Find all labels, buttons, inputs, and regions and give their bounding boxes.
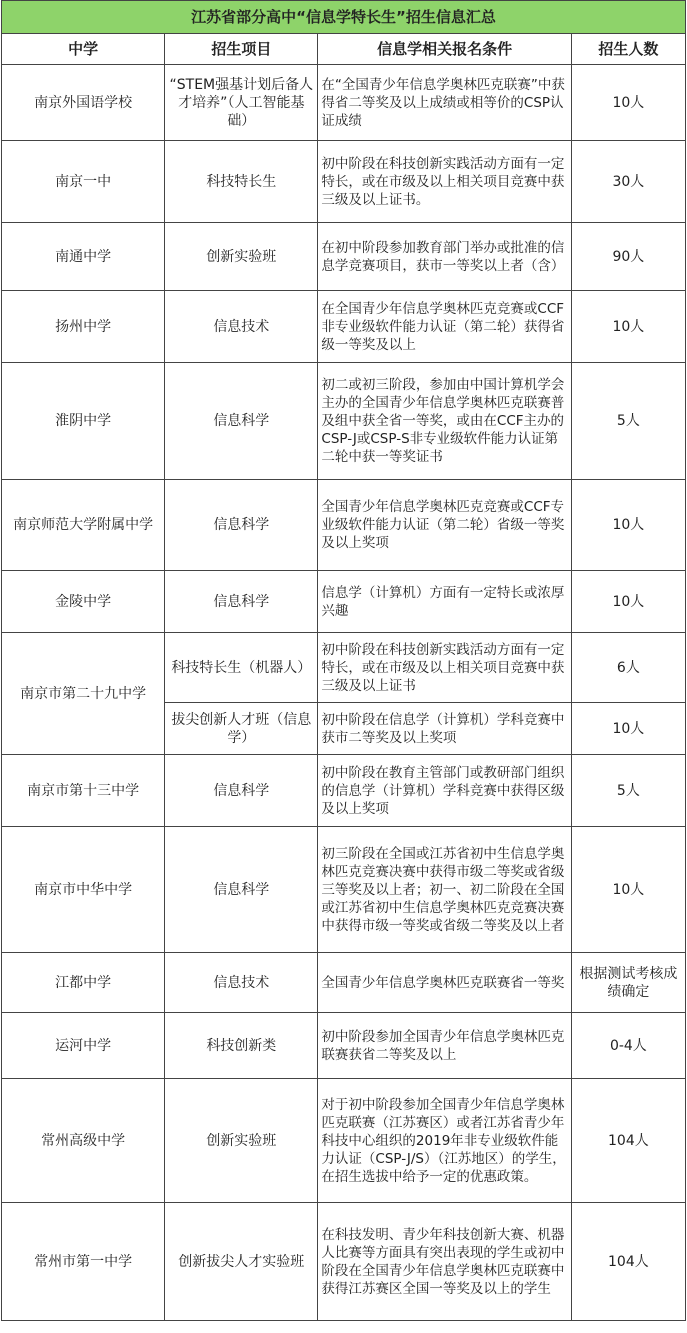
table-row bbox=[2, 141, 686, 223]
condition-cell: 初三阶段在全国或江苏省初中生信息学奥林匹克竞赛决赛中获得市级二等奖或省级三等奖及以上者；初一、初二阶段在全国或江苏省初中生信息学奥林匹克竞赛决赛中获得市级一等奖或省级二等奖及以上者 bbox=[318, 827, 571, 953]
project-cell: 科技特长生 bbox=[165, 141, 318, 223]
table-row bbox=[2, 1013, 686, 1079]
count-cell: 10人 bbox=[571, 703, 685, 755]
table-row bbox=[2, 755, 686, 827]
count-cell: 10人 bbox=[571, 571, 685, 633]
school-cell: 常州市第一中学 bbox=[2, 1203, 165, 1321]
project-cell: 信息科学 bbox=[165, 827, 318, 953]
school-cell: 南通中学 bbox=[2, 223, 165, 291]
count-cell: 10人 bbox=[571, 291, 685, 363]
project-cell: 信息技术 bbox=[165, 291, 318, 363]
condition-cell: 初中阶段在科技创新实践活动方面有一定特长，或在市级及以上相关项目竞赛中获三级及以上证书 bbox=[318, 633, 571, 703]
project-cell: 信息科学 bbox=[165, 363, 318, 480]
school-cell: 南京一中 bbox=[2, 141, 165, 223]
table-row bbox=[2, 480, 686, 571]
count-cell: 6人 bbox=[571, 633, 685, 703]
table-row bbox=[2, 65, 686, 141]
school-cell: 金陵中学 bbox=[2, 571, 165, 633]
count-cell: 104人 bbox=[571, 1203, 685, 1321]
school-cell: 运河中学 bbox=[2, 1013, 165, 1079]
condition-cell: 全国青少年信息学奥林匹克竞赛或CCF专业级软件能力认证（第二轮）省级一等奖及以上奖项 bbox=[318, 480, 571, 571]
table-title: 江苏省部分高中“信息学特长生”招生信息汇总 bbox=[2, 1, 686, 34]
condition-cell: 初中阶段在科技创新实践活动方面有一定特长，或在市级及以上相关项目竞赛中获三级及以上证书。 bbox=[318, 141, 571, 223]
table-row bbox=[2, 571, 686, 633]
admission-table bbox=[1, 0, 686, 1321]
table-row bbox=[2, 1203, 686, 1321]
condition-cell: 初中阶段在信息学（计算机）学科竞赛中获市二等奖及以上奖项 bbox=[318, 703, 571, 755]
school-cell: 南京市中华中学 bbox=[2, 827, 165, 953]
school-cell: 淮阴中学 bbox=[2, 363, 165, 480]
school-cell: 南京市第二十九中学 bbox=[2, 633, 165, 755]
condition-cell: 对于初中阶段参加全国青少年信息学奥林匹克联赛（江苏赛区）或者江苏省青少年科技中心组织的2019年非专业级软件能力认证（CSP-J/S）（江苏地区）的学生，在招生选拔中给予一定的优惠政策。 bbox=[318, 1079, 571, 1203]
table-row bbox=[2, 1079, 686, 1203]
condition-cell: 在“全国青少年信息学奥林匹克联赛”中获得省二等奖及以上成绩或相等价的CSP认证成绩 bbox=[318, 65, 571, 141]
header-count: 招生人数 bbox=[571, 34, 685, 65]
header-school: 中学 bbox=[2, 34, 165, 65]
condition-cell: 在全国青少年信息学奥林匹克竞赛或CCF非专业级软件能力认证（第二轮）获得省级一等奖及以上 bbox=[318, 291, 571, 363]
table-row bbox=[2, 827, 686, 953]
project-cell: “STEM强基计划后备人才培养”（人工智能基础） bbox=[165, 65, 318, 141]
table-row bbox=[2, 363, 686, 480]
project-cell: 科技创新类 bbox=[165, 1013, 318, 1079]
table-row bbox=[2, 633, 686, 703]
project-cell: 创新实验班 bbox=[165, 1079, 318, 1203]
count-cell: 5人 bbox=[571, 363, 685, 480]
condition-cell: 全国青少年信息学奥林匹克联赛省一等奖 bbox=[318, 953, 571, 1013]
school-cell: 江都中学 bbox=[2, 953, 165, 1013]
count-cell: 10人 bbox=[571, 827, 685, 953]
count-cell: 10人 bbox=[571, 65, 685, 141]
table-row bbox=[2, 223, 686, 291]
condition-cell: 初中阶段在教育主管部门或教研部门组织的信息学（计算机）学科竞赛中获得区级及以上奖项 bbox=[318, 755, 571, 827]
condition-cell: 在科技发明、青少年科技创新大赛、机器人比赛等方面具有突出表现的学生或初中阶段在全国青少年信息学奥林匹克联赛中获得江苏赛区全国一等奖及以上的学生 bbox=[318, 1203, 571, 1321]
school-cell: 南京师范大学附属中学 bbox=[2, 480, 165, 571]
condition-cell: 初二或初三阶段，参加由中国计算机学会主办的全国青少年信息学奥林匹克联赛普及组中获全省一等奖，或由在CCF主办的CSP-J或CSP-S非专业级软件能力认证第二轮中获一等奖证书 bbox=[318, 363, 571, 480]
condition-cell: 信息学（计算机）方面有一定特长或浓厚兴趣 bbox=[318, 571, 571, 633]
school-cell: 常州高级中学 bbox=[2, 1079, 165, 1203]
count-cell: 0-4人 bbox=[571, 1013, 685, 1079]
count-cell: 90人 bbox=[571, 223, 685, 291]
project-cell: 信息技术 bbox=[165, 953, 318, 1013]
project-cell: 信息科学 bbox=[165, 755, 318, 827]
school-cell: 南京外国语学校 bbox=[2, 65, 165, 141]
header-row bbox=[2, 34, 686, 65]
school-cell: 南京市第十三中学 bbox=[2, 755, 165, 827]
count-cell: 根据测试考核成绩确定 bbox=[571, 953, 685, 1013]
count-cell: 5人 bbox=[571, 755, 685, 827]
header-project: 招生项目 bbox=[165, 34, 318, 65]
school-cell: 扬州中学 bbox=[2, 291, 165, 363]
project-cell: 信息科学 bbox=[165, 480, 318, 571]
table-row bbox=[2, 953, 686, 1013]
project-cell: 拔尖创新人才班（信息学） bbox=[165, 703, 318, 755]
project-cell: 创新拔尖人才实验班 bbox=[165, 1203, 318, 1321]
table-row bbox=[2, 291, 686, 363]
count-cell: 10人 bbox=[571, 480, 685, 571]
project-cell: 科技特长生（机器人） bbox=[165, 633, 318, 703]
project-cell: 信息科学 bbox=[165, 571, 318, 633]
condition-cell: 初中阶段参加全国青少年信息学奥林匹克联赛获省二等奖及以上 bbox=[318, 1013, 571, 1079]
condition-cell: 在初中阶段参加教育部门举办或批准的信息学竞赛项目，获市一等奖以上者（含） bbox=[318, 223, 571, 291]
count-cell: 30人 bbox=[571, 141, 685, 223]
title-row bbox=[2, 1, 686, 34]
count-cell: 104人 bbox=[571, 1079, 685, 1203]
header-condition: 信息学相关报名条件 bbox=[318, 34, 571, 65]
project-cell: 创新实验班 bbox=[165, 223, 318, 291]
